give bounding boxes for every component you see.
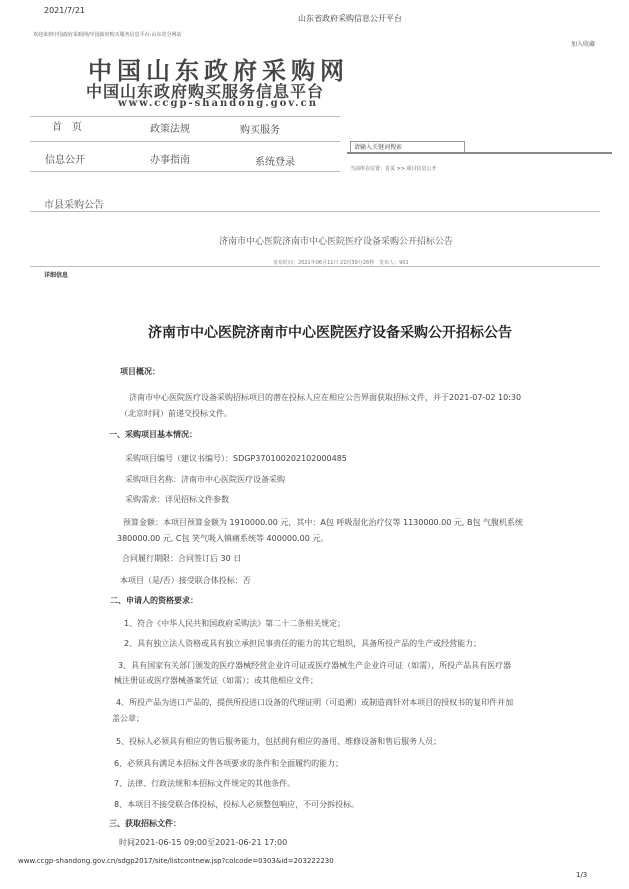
nav-divider [30,141,340,142]
section-title: 市县采购公告 [44,200,104,211]
qualification-item: 7、法律、行政法规和本招标文件规定的其他条件。 [114,779,296,788]
nav-home[interactable]: 首 页 [52,122,82,133]
qualification-item: 4、所投产品为进口产品的，提供所投进口设备的代理证明（可追溯）或制造商针对本项目的授权书的复印件并加 [116,698,514,707]
page-number: 1/3 [576,871,588,879]
project-code: 采购项目编号（建议书编号）：SDGP370100202102000485 [125,454,347,463]
nav-divider [30,116,340,117]
nav-info-disclosure[interactable]: 信息公开 [45,155,85,166]
site-logo-url: www.ccgp-shandong.gov.cn [118,98,318,109]
qualification-item: 5、投标人必须具有相应的售后服务能力，包括拥有相应的备用、维修设备和售后服务人员； [116,737,442,746]
budget-text: 380000.00 元, C包 笑气吸入镇痛系统等 400000.00 元。 [117,534,329,543]
print-date: 2021/7/21 [44,6,86,15]
footer-url: www.ccgp-shandong.gov.cn/sdgp2017/site/listcontnew.jsp?colcode=0303&id=203222230 [18,857,334,865]
qualification-item: 盖公章； [112,714,144,723]
qualification-item: 2、具有独立法人资格或具有独立承担民事责任的能力的其它组织，具备所投产品的生产或经营能力； [124,639,482,648]
overview-text: 济南市中心医院医疗设备采购招标项目的潜在投标人应在相应公告界面获取招标文件，并于2021-07-02 10:30 [129,393,522,402]
qualification-item: 3、具有国家有关部门颁发的医疗器械经营企业许可证或医疗器械生产企业许可证（如需），所投产品具有医疗器 [118,661,512,670]
print-page-title: 山东省政府采购信息公开平台 [298,14,402,23]
qualification-item: 6、必须具有满足本招标文件各项要求的条件和全面履约的能力； [114,759,344,768]
budget-text: 预算金额：本项目预算金额为 1910000.00 元，其中：A包 呼吸湿化治疗仪等 1130000.00 元, B包 气腹机系统 [123,518,524,527]
overview-heading: 项目概况： [120,367,160,376]
nav-purchase-service[interactable]: 购买服务 [240,125,280,136]
nav-divider [30,171,340,172]
add-favorite-link[interactable]: 加入收藏 [571,41,596,48]
page-title: 济南市中心医院济南市中心医院医疗设备采购公开招标公告 [148,325,512,341]
site-logo-subtitle: 中国山东政府购买服务信息平台 [86,82,325,101]
qualification-item: 1、符合《中华人民共和国政府采购法》第二十二条相关规定； [124,619,346,628]
overview-text: （北京时间）前递交投标文件。 [120,409,232,418]
joint-bid: 本项目（是/否）接受联合体投标：否 [120,576,251,585]
qualification-item: 械注册证或医疗器械备案凭证（如需）；或其他相应文件； [114,676,318,685]
details-label: 详细信息 [44,272,69,279]
section-heading: 二、申请人的资格要求： [110,596,198,605]
notice-heading: 济南市中心医院济南市中心医院医疗设备采购公开招标公告 [219,237,454,247]
nav-bar-divider [347,152,612,154]
welcome-text: 欢迎来到中国政府采购网/中国政府购买服务信息平台-山东省分网站 [33,32,182,38]
publish-meta: 发布时间：2021年06月11日 21时39分26秒 发布人：901 [273,260,409,266]
qualification-item: 8、本项目不接受联合体投标，投标人必须整包响应，不可分拆投标。 [114,800,360,809]
section-divider [30,211,600,212]
project-demand: 采购需求：详见招标文件参数 [125,495,229,504]
contract-period: 合同履行期限：合同签订后 30 日 [122,554,242,563]
project-name: 采购项目名称：济南市中心医院医疗设备采购 [125,475,285,484]
breadcrumb: 当前所在位置：首页 >> 项目信息公开 [350,166,437,172]
search-input[interactable]: 请输入关键词搜索 [350,141,465,154]
meta-divider [30,266,600,267]
site-logo-title[interactable]: 中国山东政府采购网 [88,56,349,85]
nav-guide[interactable]: 办事指南 [150,155,190,166]
nav-policy[interactable]: 政策法规 [150,124,190,135]
section-heading: 一、采购项目基本情况： [109,430,197,439]
acquire-time: 时间2021-06-15 09:00至2021-06-21 17:00 [119,838,288,847]
nav-login[interactable]: 系统登录 [255,157,295,168]
section-heading: 三、获取招标文件： [109,819,181,828]
